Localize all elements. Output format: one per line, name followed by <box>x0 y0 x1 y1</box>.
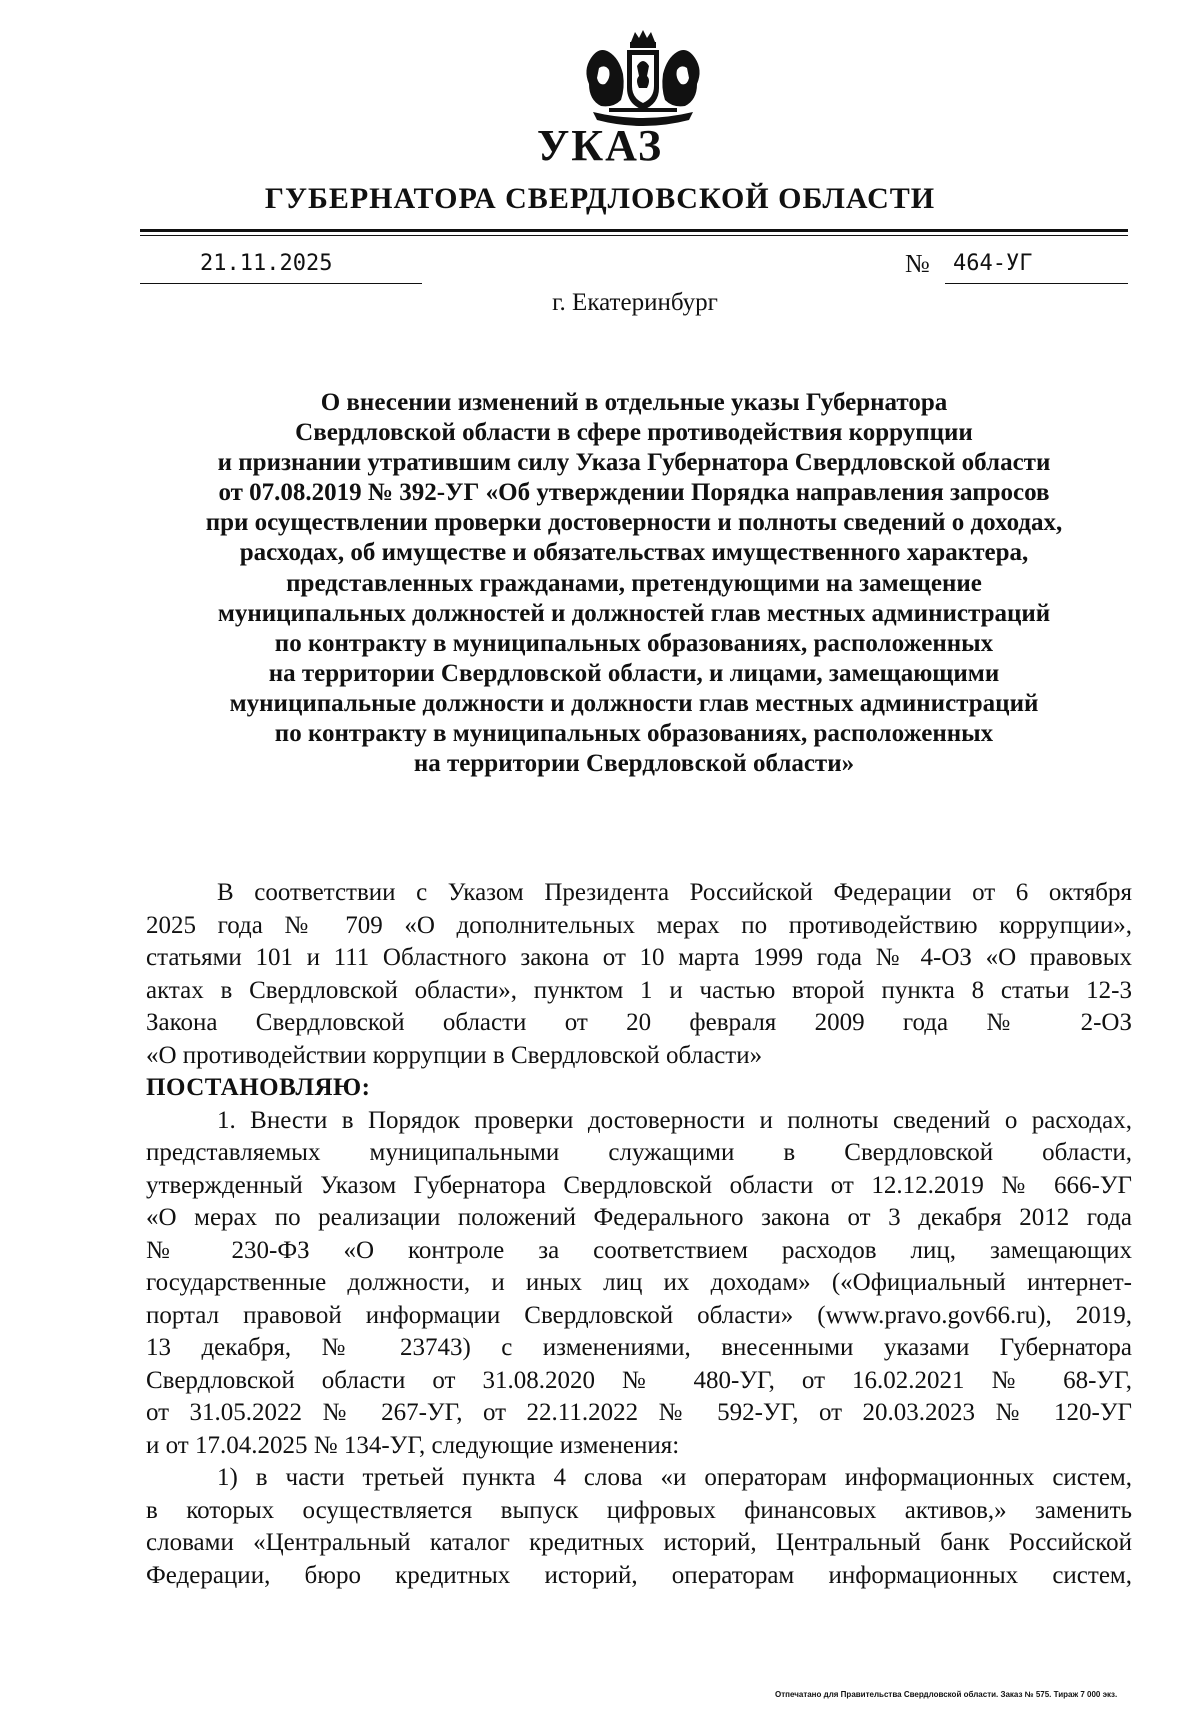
document-heading <box>140 388 1128 779</box>
item-line: от 31.05.2022 № 267-УГ, от 22.11.2022 № 592-УГ, от 20.03.2023 № 120-УГ <box>146 1399 1132 1426</box>
item-line: представляемых муниципальными служащими в Свердловской области, <box>146 1139 1132 1166</box>
heading-line: при осуществлении проверки достоверности и полноты сведений о доходах, <box>205 509 1063 537</box>
document-subtitle: ГУБЕРНАТОРА СВЕРДЛОВСКОЙ ОБЛАСТИ <box>264 182 936 215</box>
preamble-line: «О противодействии коррупции в Свердловской области» <box>146 1041 763 1069</box>
heading-line: муниципальных должностей и должностей глав местных администраций <box>217 599 1051 627</box>
item-line: утвержденный Указом Губернатора Свердловской области от 12.12.2019 № 666-УГ <box>146 1171 1132 1199</box>
print-note: Отпечатано для Правительства Свердловской области. Заказ № 575. Тираж 7 000 экз. <box>775 1690 1118 1699</box>
item-line: Свердловской области от 31.08.2020 № 480-УГ, от 16.02.2021 № 68-УГ, <box>146 1366 1132 1394</box>
preamble-line: 2025 года № 709 «О дополнительных мерах по противодействию коррупции», <box>146 911 1132 939</box>
item-line: «О мерах по реализации положений Федерального закона от 3 декабря 2012 года <box>146 1204 1132 1231</box>
heading-line: и признании утратившим силу Указа Губернатора Свердловской области <box>217 449 1051 477</box>
subitem-line: 1) в части третьей пункта 4 слова «и операторам информационных систем, <box>217 1464 1132 1491</box>
heading-line: по контракту в муниципальных образованиях, расположенных <box>274 629 994 657</box>
subitem-line: в которых осуществляется выпуск цифровых финансовых активов,» заменить <box>146 1496 1132 1524</box>
number-underline <box>945 283 1128 284</box>
item-line: портал правовой информации Свердловской области» (www.pravo.gov66.ru), 2019, <box>146 1301 1132 1329</box>
coat-of-arms-icon <box>573 28 713 133</box>
heading-line: расходах, об имуществе и обязательствах имущественного характера, <box>239 539 1029 567</box>
number-label: № <box>905 249 930 278</box>
document-body <box>146 877 1132 1592</box>
preamble-line: статьями 101 и 111 Областного закона от 10 марта 1999 года № 4-ОЗ «О правовых <box>146 944 1132 971</box>
item-line: 13 декабря, № 23743) с изменениями, внесенными указами Губернатора <box>146 1334 1132 1361</box>
header-rule-bottom <box>140 235 1128 236</box>
heading-line: представленных гражданами, претендующими на замещение <box>286 569 982 597</box>
preamble-line: Закона Свердловской области от 20 февраля 2009 года № 2-ОЗ <box>146 1009 1132 1036</box>
preamble-line: актах в Свердловской области», пунктом 1 и частью второй пункта 8 статьи 12-3 <box>146 976 1132 1004</box>
item-line: 1. Внести в Порядок проверки достоверности и полноты сведений о расходах, <box>217 1106 1132 1134</box>
heading-line: О внесении изменений в отдельные указы Губернатора <box>320 389 948 416</box>
document-title: УКАЗ <box>536 121 664 170</box>
heading-line: муниципальные должности и должности глав местных администраций <box>229 689 1039 717</box>
preamble-line: В соответствии с Указом Президента Российской Федерации от 6 октября <box>217 879 1132 906</box>
item-line: и от 17.04.2025 № 134-УГ, следующие изменения: <box>146 1431 680 1459</box>
heading-line: от 07.08.2019 № 392-УГ «Об утверждении Порядка направления запросов <box>218 479 1050 507</box>
heading-line: Свердловской области в сфере противодействия коррупции <box>295 419 973 447</box>
heading-line: на территории Свердловской области» <box>413 750 855 778</box>
decree-word: ПОСТАНОВЛЯЮ: <box>146 1074 371 1101</box>
document-date: 21.11.2025 <box>200 251 333 276</box>
document-number: 464-УГ <box>953 251 1033 276</box>
item-line: № 230-ФЗ «О контроле за соответствием расходов лиц, замещающих <box>146 1236 1132 1264</box>
date-underline <box>140 283 422 284</box>
document-city: г. Екатеринбург <box>552 289 718 316</box>
header-rule-top <box>140 229 1128 232</box>
subitem-line: Федерации, бюро кредитных историй, операторам информационных систем, <box>146 1561 1132 1589</box>
heading-line: по контракту в муниципальных образованиях, расположенных <box>274 720 994 748</box>
subitem-line: словами «Центральный каталог кредитных историй, Центральный банк Российской <box>146 1529 1132 1556</box>
heading-line: на территории Свердловской области, и лицами, замещающими <box>268 659 1000 687</box>
item-line: государственные должности, и иных лиц их доходам» («Официальный интернет- <box>146 1269 1132 1296</box>
